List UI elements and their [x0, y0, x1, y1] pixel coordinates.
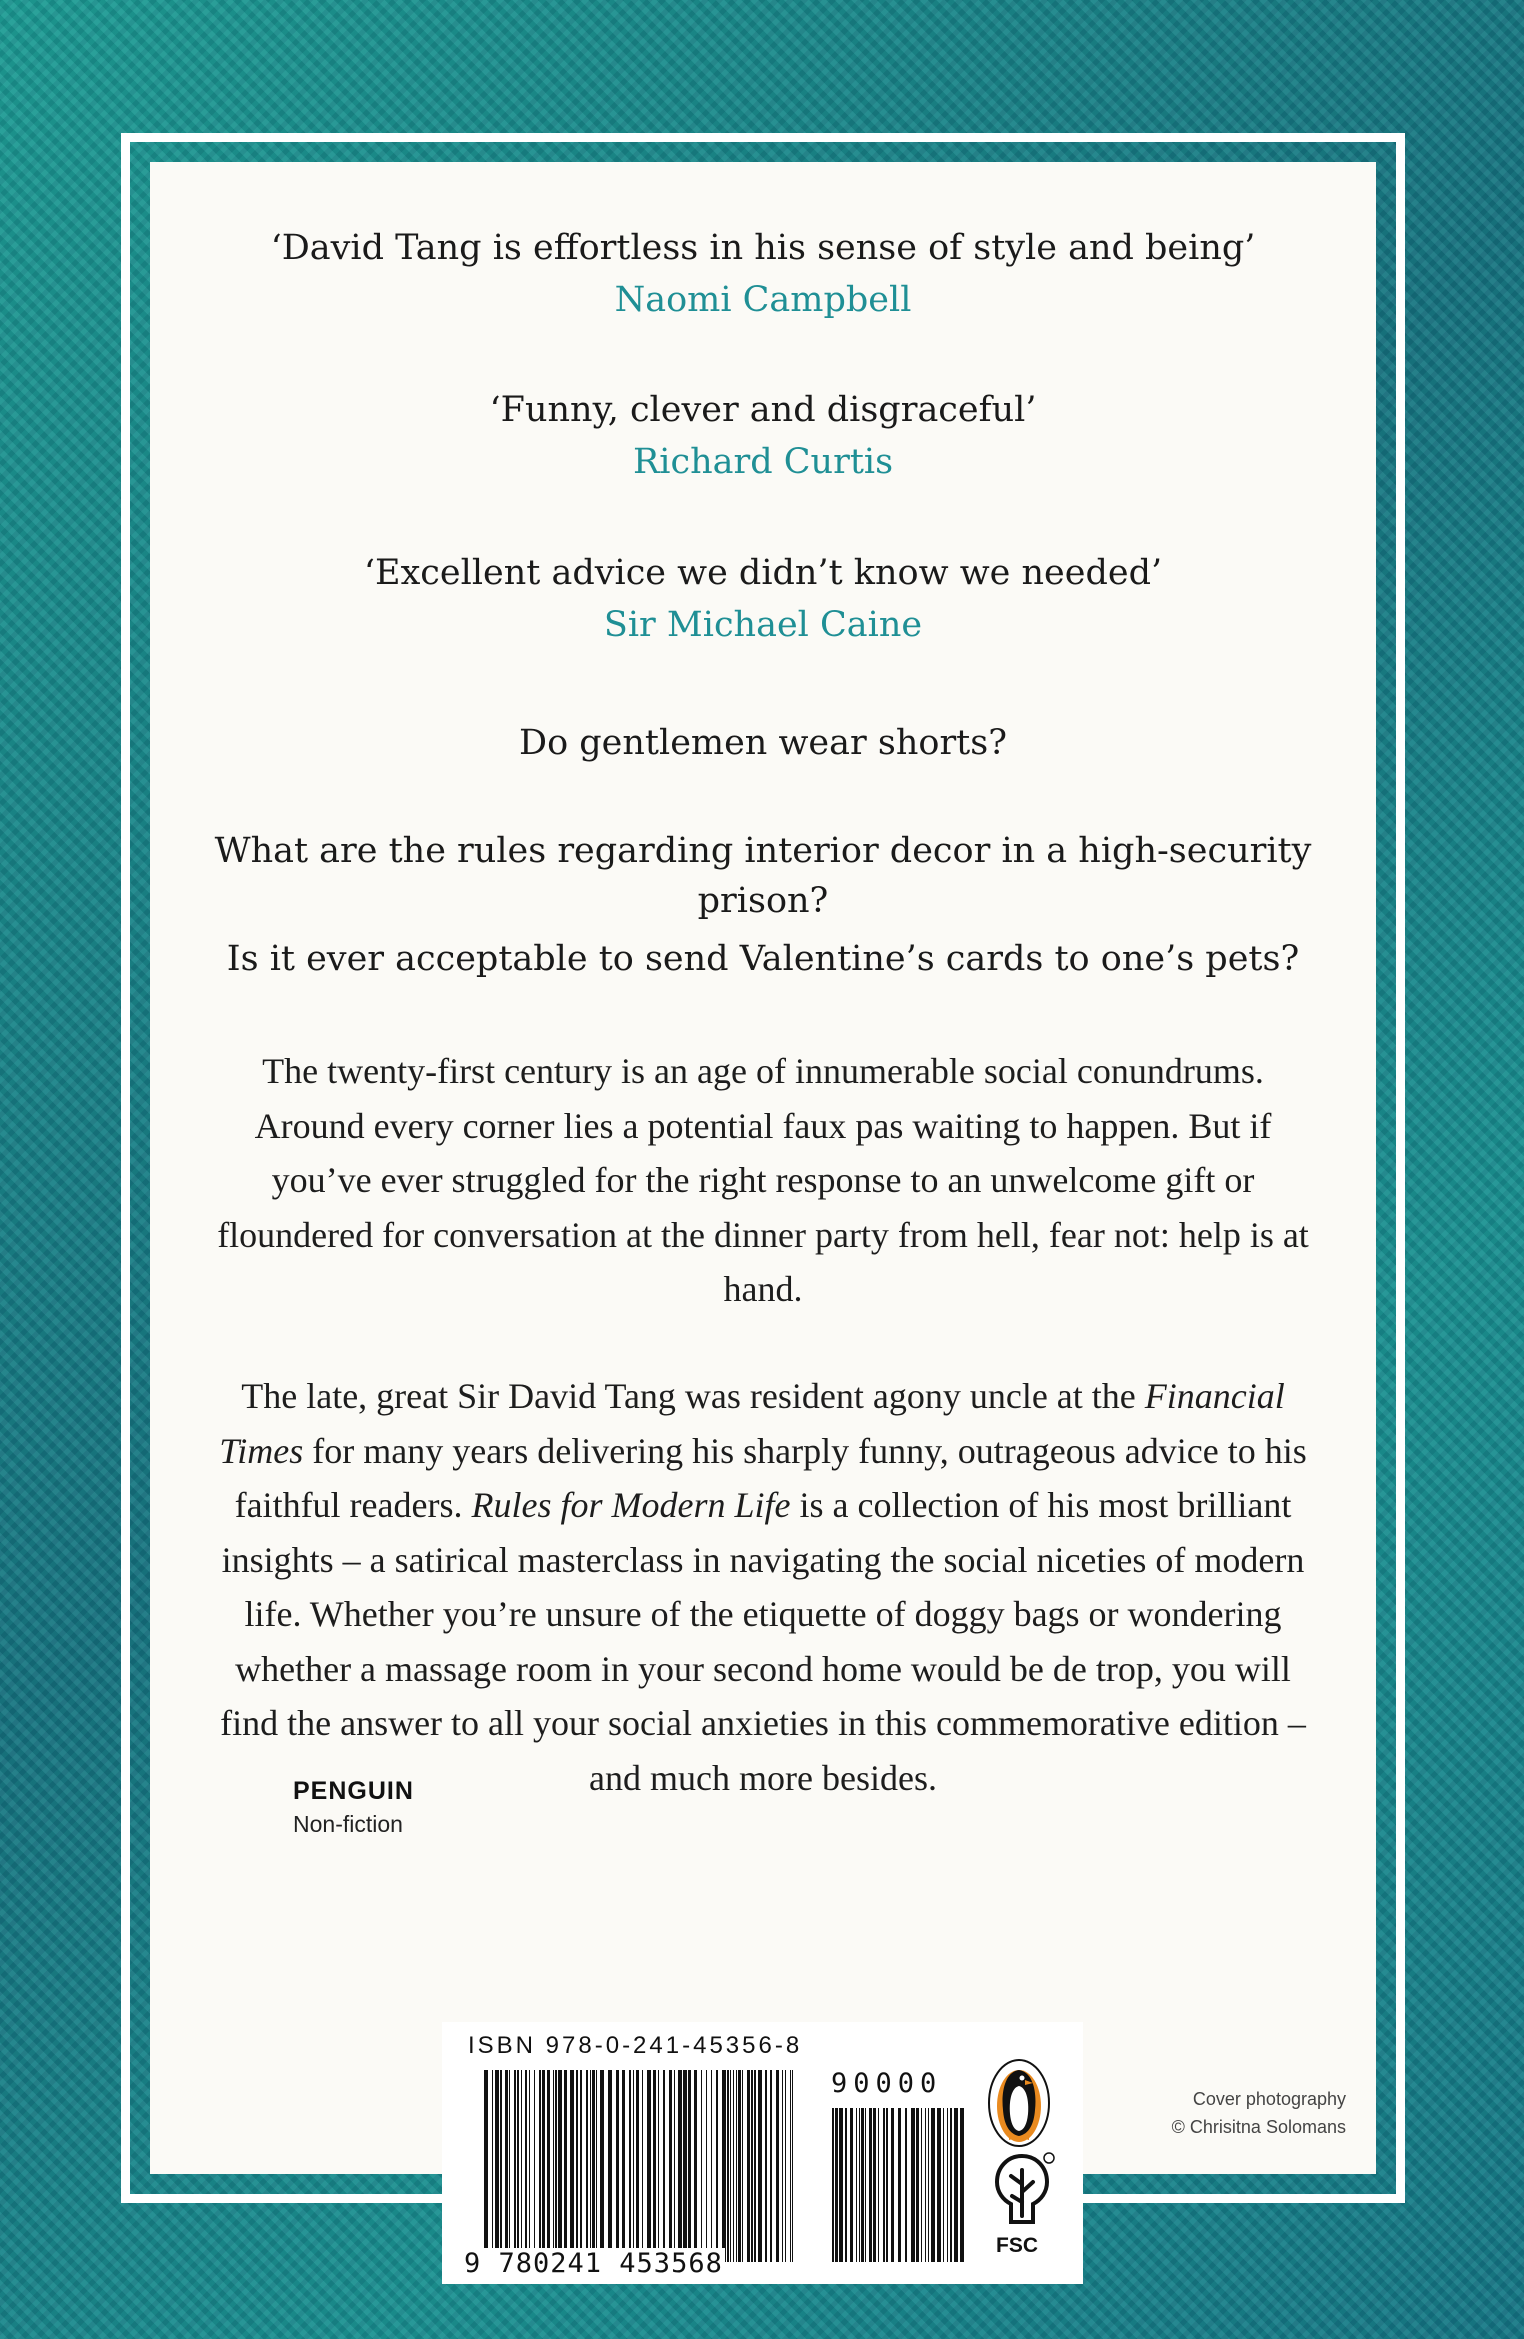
barcode-bar: [742, 2070, 743, 2262]
barcode-bar: [576, 2070, 578, 2262]
barcode-bar: [883, 2108, 885, 2262]
barcode-bar: [517, 2070, 519, 2262]
barcode-bar: [616, 2070, 619, 2262]
barcode-bar: [736, 2070, 737, 2262]
barcode-bar: [850, 2108, 853, 2262]
barcode-bar: [555, 2070, 557, 2262]
barcode-bar: [869, 2108, 872, 2262]
barcode-bar: [525, 2070, 527, 2262]
description-paragraph-1: [210, 1044, 1316, 1317]
barcode-bar: [770, 2070, 772, 2262]
barcode-bar: [678, 2070, 682, 2262]
barcode-bar: [521, 2070, 522, 2262]
barcode-bar: [943, 2108, 944, 2262]
barcode-bar: [495, 2070, 499, 2262]
barcode-bar: [701, 2070, 702, 2262]
barcode-bar: [859, 2108, 860, 2262]
barcode-bar: [886, 2108, 888, 2262]
barcode-bar: [954, 2108, 958, 2262]
description-text: for many years delivering his sharply funny, outrageous advice to his faithful readers.: [234, 1430, 1307, 1525]
description-text: The late, great Sir David Tang was resident agony uncle at the: [241, 1376, 1145, 1416]
barcode-bar: [947, 2108, 948, 2262]
blurb-quote: ‘Funny, clever and disgraceful’: [489, 390, 1037, 430]
barcode-bar: [765, 2070, 767, 2262]
barcode-bar: [484, 2070, 488, 2262]
barcode-bar: [758, 2070, 762, 2262]
barcode-digits: 9 780241 453568: [464, 2248, 723, 2279]
barcode-bar: [608, 2070, 612, 2262]
barcode-bar: [865, 2108, 866, 2262]
barcode-bar: [547, 2070, 550, 2262]
barcode-bar: [629, 2070, 631, 2262]
isbn-label: ISBN 978-0-241-45356-8: [468, 2032, 803, 2059]
barcode-bar: [683, 2070, 687, 2262]
price-code: 90000: [831, 2068, 943, 2099]
barcode-bar: [716, 2070, 718, 2262]
barcode-bar: [925, 2108, 926, 2262]
barcode-bar: [653, 2070, 656, 2262]
barcode-bar: [751, 2070, 753, 2262]
publisher-name: PENGUIN: [293, 1777, 414, 1805]
blurb-attribution: Richard Curtis: [632, 442, 894, 482]
barcode-bar: [580, 2070, 582, 2262]
barcode-bar: [500, 2070, 502, 2262]
barcode-bar: [636, 2070, 639, 2262]
book-title: Rules for Modern Life: [471, 1485, 791, 1525]
category-label: Non-fiction: [293, 1811, 403, 1837]
barcode-bar: [590, 2070, 591, 2262]
barcode-bar: [754, 2070, 756, 2262]
barcode-bar: [937, 2108, 941, 2262]
barcode-bar: [539, 2070, 541, 2262]
credit-line: © Chrisitna Solomans: [1171, 2117, 1346, 2137]
cover-panel: [150, 162, 1376, 2174]
fsc-label: FSC: [996, 2234, 1038, 2257]
barcode-bar: [845, 2108, 847, 2262]
barcode-bar: [792, 2070, 793, 2262]
imprint: [293, 1774, 414, 1840]
barcode-bar: [950, 2108, 952, 2262]
barcode-bar: [586, 2070, 588, 2262]
barcode-bar: [891, 2108, 894, 2262]
barcode-bar: [928, 2108, 929, 2262]
blurb-2: [150, 384, 1376, 488]
credit-line: Cover photography: [1192, 2089, 1346, 2109]
barcode-bar: [694, 2070, 697, 2262]
fsc-logo-icon: [987, 2150, 1057, 2234]
barcode-bar: [916, 2108, 919, 2262]
barcode-bar: [727, 2070, 729, 2262]
barcode-bar: [782, 2070, 783, 2262]
publication-title: Financial Times: [219, 1376, 1285, 1471]
barcode-bar: [592, 2070, 595, 2262]
barcode-bar: [873, 2108, 876, 2262]
barcode-bar: [647, 2070, 651, 2262]
barcode-bar: [596, 2070, 597, 2262]
barcode-bar: [509, 2070, 510, 2262]
barcode-bar: [878, 2108, 879, 2262]
barcode-bar: [564, 2070, 567, 2262]
barcode-bar: [839, 2108, 843, 2262]
blurb-3: [150, 547, 1376, 651]
barcode-bar: [529, 2070, 530, 2262]
barcode-bar: [835, 2108, 838, 2262]
question-1: Do gentlemen wear shorts?: [519, 723, 1007, 763]
barcode-box: [442, 2022, 1083, 2284]
barcode-bar: [733, 2070, 734, 2262]
description-text: is a collection of his most brilliant insights – a satirical masterclass in navigating the social niceties of modern life. Whether you’re unsure of the etiquette of doggy bags or wondering whether a massage room in your second home would be de trop, you will find the answer to all your social anxieties in this commemorative edition – and much more besides.: [220, 1485, 1306, 1798]
barcode-bar: [790, 2070, 791, 2262]
barcode-bar: [921, 2108, 922, 2262]
blurb-1: [150, 222, 1376, 326]
barcode-bar: [570, 2070, 574, 2262]
barcode-bar: [931, 2108, 935, 2262]
barcode-bar: [622, 2070, 625, 2262]
barcode-bar: [911, 2108, 915, 2262]
blurb-quote: ‘Excellent advice we didn’t know we needed’: [363, 553, 1163, 593]
question-3: Is it ever acceptable to send Valentine’s cards to one’s pets?: [226, 939, 1300, 979]
question-2: What are the rules regarding interior decor in a high-security prison?: [214, 831, 1312, 921]
penguin-logo-icon: [987, 2058, 1051, 2148]
barcode-bar: [960, 2108, 964, 2262]
barcode-bar: [514, 2070, 516, 2262]
barcode-bar: [558, 2070, 562, 2262]
barcode-bar: [633, 2070, 634, 2262]
barcode-bar: [669, 2070, 672, 2262]
blurb-attribution: Sir Michael Caine: [603, 605, 923, 645]
barcode-bar: [905, 2108, 907, 2262]
barcode-bar: [688, 2070, 691, 2262]
barcode-bar: [861, 2108, 864, 2262]
blurb-quote: ‘David Tang is effortless in his sense of style and being’: [270, 228, 1256, 268]
description-text: The twenty-first century is an age of innumerable social conundrums. Around every corner lies a potential faux pas waiting to happen. But if you’ve ever struggled for the right response to an unwelcome gift or floundered for conversation at the dinner party from hell, fear not: help is at hand.: [217, 1051, 1309, 1309]
barcode-bar: [856, 2108, 857, 2262]
barcode-bar: [658, 2070, 659, 2262]
barcode-bar: [898, 2108, 901, 2262]
barcode-bar: [663, 2070, 665, 2262]
barcode-bar: [776, 2070, 779, 2262]
barcode-bar: [505, 2070, 508, 2262]
barcode-bar: [542, 2070, 545, 2262]
barcode-bar: [711, 2070, 712, 2262]
barcode-bar: [738, 2070, 741, 2262]
barcode-bar: [785, 2070, 786, 2262]
barcode-bar: [730, 2070, 731, 2262]
barcode-bar: [492, 2070, 493, 2262]
cover-credit: [1106, 2085, 1346, 2141]
blurb-attribution: Naomi Campbell: [614, 280, 912, 320]
barcode-bar: [534, 2070, 535, 2262]
barcode-bar: [674, 2070, 675, 2262]
barcode-bar: [747, 2070, 750, 2262]
description-paragraph-2: [210, 1369, 1316, 1805]
barcode-bar: [642, 2070, 643, 2262]
barcode-bar: [832, 2108, 834, 2262]
barcode-bar: [706, 2070, 707, 2262]
barcode-bar: [722, 2070, 726, 2262]
barcode-bar: [600, 2070, 604, 2262]
barcode-bar: [553, 2070, 554, 2262]
